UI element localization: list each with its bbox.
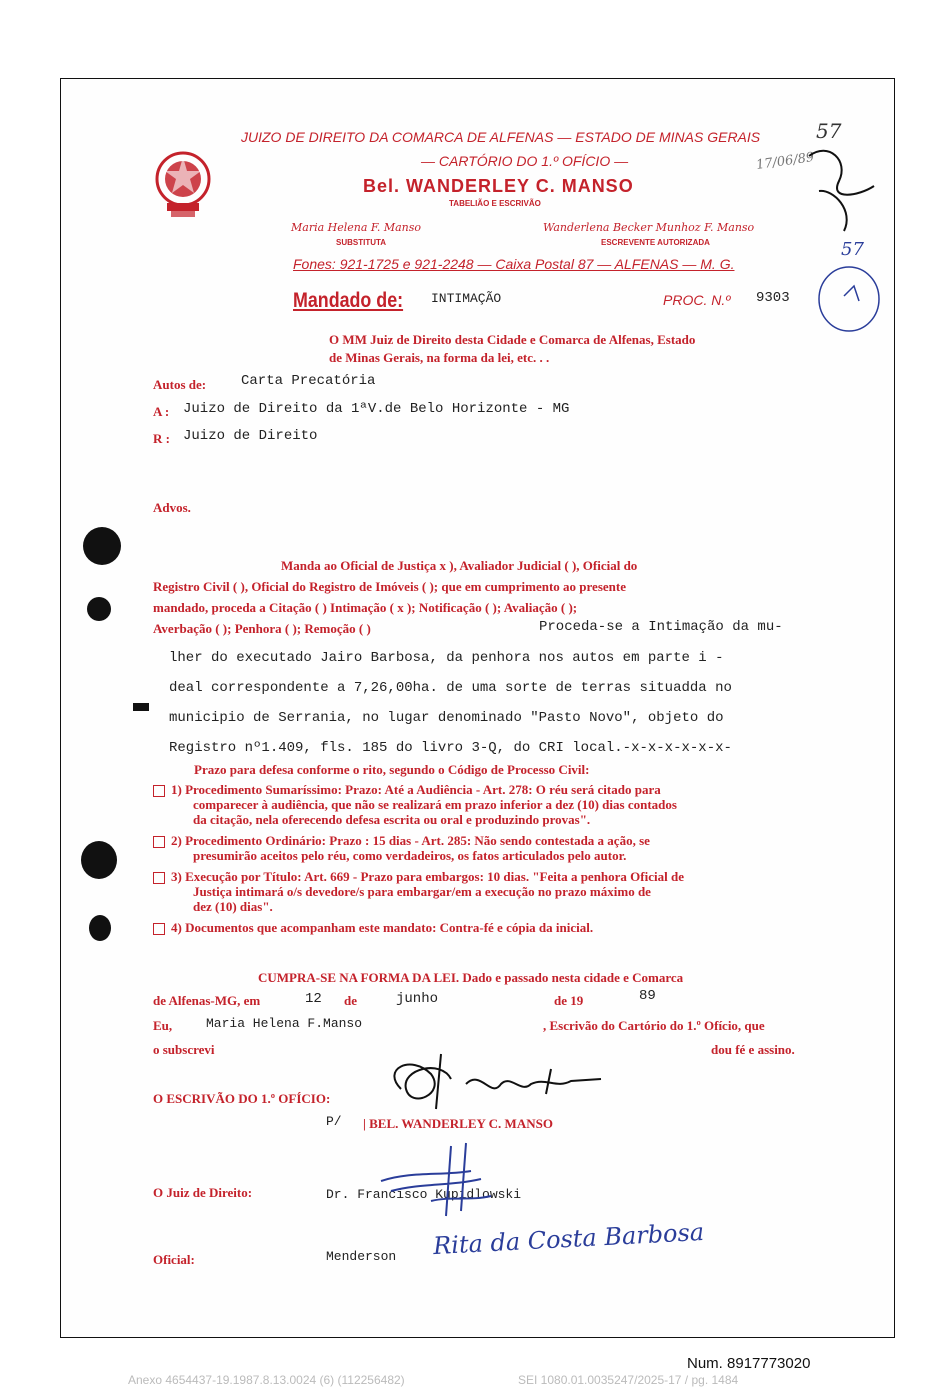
coat-of-arms-seal <box>153 149 213 223</box>
closing-subscrevi: o subscrevi <box>153 1042 215 1057</box>
juiz-name: Dr. Francisco Kupidlowski <box>326 1187 522 1202</box>
annex-reference: Anexo 4654437-19.1987.8.13.0024 (6) (112256482) <box>128 1373 405 1387</box>
clerk-name-heading: Bel. WANDERLEY C. MANSO <box>363 176 634 196</box>
option-3: 3) Execução por Título: Art. 669 - Prazo para embargos: 10 dias. "Feita a penhora Oficial de Justiça intimará o/s devedore/s para embargar/em a execução no prazo máximo de dez (10) dias". <box>153 869 684 914</box>
margin-number-1: 57 <box>816 119 842 143</box>
closing-day: 12 <box>305 991 322 1007</box>
margin-date-note: 17/06/89 <box>755 150 816 173</box>
mandado-label: Mandado de: <box>293 289 404 312</box>
substitute-role: SUBSTITUTA <box>336 238 387 247</box>
juiz-label: O Juiz de Direito: <box>153 1185 253 1200</box>
closing-eu: Eu, <box>153 1018 173 1033</box>
margin-number-2: 57 <box>841 239 864 260</box>
court-heading: JUIZO DE DIREITO DA COMARCA DE ALFENAS — ESTADO DE MINAS GERAIS <box>241 129 761 145</box>
p-marker: P/ <box>326 1114 342 1129</box>
typed-body-line-4: Registro nº1.409, fls. 185 do livro 3-Q, do CRI local.-x-x-x-x-x-x- <box>169 740 732 756</box>
plaintiff-label: A : <box>153 404 170 419</box>
document-sheet <box>60 78 895 1338</box>
plaintiff-value: Juizo de Direito da 1ªV.de Belo Horizonte - MG <box>183 401 570 417</box>
typed-body-first: Proceda-se a Intimação da mu- <box>539 619 783 635</box>
escrivao-name: | BEL. WANDERLEY C. MANSO <box>363 1116 553 1131</box>
substitute-name: Maria Helena F. Manso <box>291 221 422 234</box>
option-4: 4) Documentos que acompanham este mandato: Contra-fé e cópia da inicial. <box>153 920 593 936</box>
option-2-checkbox <box>153 836 165 848</box>
option-2: 2) Procedimento Ordinário: Prazo : 15 dias - Art. 285: Não sendo contestada a ação, se presumirão aceitos pelo réu, como verdadeiros, os fatos articulados pelo autor. <box>153 833 650 863</box>
intro-line-2: de Minas Gerais, na forma da lei, etc. . . <box>329 350 550 365</box>
clerk-role: TABELIÃO E ESCRIVÃO <box>449 199 541 208</box>
oficial-handwritten-signature: Rita da Costa Barbosa <box>432 1217 705 1261</box>
punch-mark-1 <box>83 527 121 565</box>
autos-label: Autos de: <box>153 377 207 392</box>
typed-body-line-2: deal correspondente a 7,26,00ha. de uma sorte de terras situadda no <box>169 680 732 696</box>
closing-year: 89 <box>639 988 656 1004</box>
intro-line-1: O MM Juiz de Direito desta Cidade e Comarca de Alfenas, Estado <box>329 332 696 347</box>
juiz-signature <box>371 1141 501 1221</box>
option-1-checkbox <box>153 785 165 797</box>
closing-eu-suffix: , Escrivão do Cartório do 1.º Ofício, que <box>543 1018 765 1033</box>
typed-body-line-3: municipio de Serrania, no lugar denominado "Pasto Novo", objeto do <box>169 710 724 726</box>
order-line-2: Registro Civil ( ), Oficial do Registro de Imóveis ( ); que em cumprimento ao presente <box>153 579 626 594</box>
order-line-1: Manda ao Oficial de Justiça x ), Avaliador Judicial ( ), Oficial do <box>281 558 638 573</box>
punch-mark-2 <box>87 597 111 621</box>
sei-reference: SEI 1080.01.0035247/2025-17 / pg. 1484 <box>518 1373 739 1387</box>
office-heading: — CARTÓRIO DO 1.º OFÍCIO — <box>421 153 629 169</box>
option-3-checkbox <box>153 872 165 884</box>
mandado-type: INTIMAÇÃO <box>431 291 502 306</box>
order-line-3: mandado, proceda a Citação ( ) Intimação ( x ); Notificação ( ); Avaliação ( ); <box>153 600 578 615</box>
margin-dash-mark <box>133 703 149 711</box>
escrivao-label: O ESCRIVÃO DO 1.º OFÍCIO: <box>153 1091 331 1106</box>
closing-fe: dou fé e assino. <box>711 1042 795 1057</box>
document-number: Num. 8917773020 <box>687 1355 811 1372</box>
order-line-4: Averbação ( ); Penhora ( ); Remoção ( ) <box>153 621 371 636</box>
closing-line-1: CUMPRA-SE NA FORMA DA LEI. Dado e passado nesta cidade e Comarca <box>258 970 684 985</box>
punch-mark-3 <box>81 841 117 879</box>
clerk-assistant-name: Wanderlena Becker Munhoz F. Manso <box>543 221 755 234</box>
option-1: 1) Procedimento Sumaríssimo: Prazo: Até a Audiência - Art. 278: O réu será citado para comparecer à audiência, que não se realizará em prazo inferior a dez (10) dias contados da citação, nela oferecendo defesa escrita ou oral e produzindo provas". <box>153 782 677 827</box>
defendant-value: Juizo de Direito <box>183 428 318 444</box>
contacts-line: Fones: 921-1725 e 921-2248 — Caixa Postal 87 — ALFENAS — M. G. <box>293 256 735 272</box>
typed-body-line-1: lher do executado Jairo Barbosa, da penhora nos autos em parte i - <box>169 650 724 666</box>
closing-line-2-prefix: de Alfenas-MG, em <box>153 993 261 1008</box>
punch-mark-4 <box>89 915 111 941</box>
closing-month: junho <box>396 991 439 1007</box>
prazo-title: Prazo para defesa conforme o rito, segundo o Código de Processo Civil: <box>194 762 590 777</box>
closing-de-1: de <box>344 993 357 1008</box>
closing-de-2: de 19 <box>554 993 584 1008</box>
proc-label: PROC. N.º <box>663 292 731 308</box>
defendant-label: R : <box>153 431 170 446</box>
proc-number: 9303 <box>756 290 790 306</box>
escrivao-signature <box>371 1049 611 1119</box>
closing-clerk: Maria Helena F.Manso <box>206 1016 363 1031</box>
oficial-label: Oficial: <box>153 1252 195 1267</box>
margin-pen-marks <box>799 101 894 341</box>
option-4-checkbox <box>153 923 165 935</box>
autos-value: Carta Precatória <box>241 373 376 389</box>
oficial-name: Menderson <box>326 1249 397 1264</box>
advos-label: Advos. <box>153 500 191 515</box>
clerk-assistant-role: ESCREVENTE AUTORIZADA <box>601 238 710 247</box>
